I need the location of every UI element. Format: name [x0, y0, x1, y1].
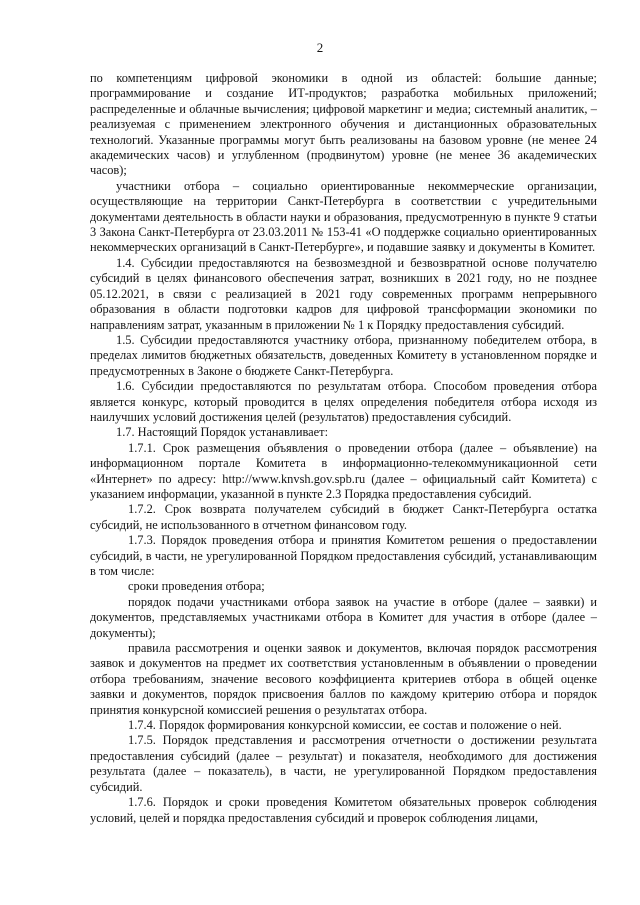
- paragraph-1-7-4: 1.7.4. Порядок формирования конкурсной комиссии, ее состав и положение о ней.: [128, 718, 562, 733]
- paragraph-application-procedure: порядок подачи участниками отбора заявок на участие в отборе (далее – заявки) и документов, представляемых участниками отбора в Комитет для участия в отборе (далее – документы);: [90, 594, 597, 640]
- paragraph-1-7-5: 1.7.5. Порядок представления и рассмотрения отчетности о достижении результата предоставления субсидий (далее – результат) и показателя, необходимого для достижения результата (далее – показатель), в части, не урегулированной Порядком предоставления субсидий.: [90, 733, 597, 794]
- paragraph-1-7: 1.7. Настоящий Порядок устанавливает:: [116, 425, 329, 440]
- paragraph-participants: участники отбора – социально ориентированные некоммерческие организации, осуществляющие на территории Санкт-Петербурга в соответствии с учредительными документами деятельность в области науки и образования, предусмотренную в пункте 9 статьи 3 Закона Санкт-Петербурга от 23.03.2011 № 153-41 «О поддержке социально ориентированных некоммерческих организаций в Санкт-Петербурге», и подавшие заявку и документы в Комитет.: [90, 178, 597, 255]
- paragraph-1-6: 1.6. Субсидии предоставляются по результатам отбора. Способом проведения отбора является конкурс, который проводится в целях определения победителя отбора исходя из наилучших условий достижения целей (результатов) предоставления субсидий.: [90, 379, 597, 424]
- paragraph-selection-deadlines: сроки проведения отбора;: [128, 579, 265, 594]
- document-body: [90, 71, 597, 826]
- paragraph-1-4: 1.4. Субсидии предоставляются на безвозмездной и безвозвратной основе получателю субсидий в целях финансового обеспечения затрат, возникших в 2021 году, но не позднее 05.12.2021, в связи с реализацией в 2021 году современных программ непрерывного образования в области подготовки кадров для цифровой трансформации экономики по направлениям затрат, указанным в приложении № 1 к Порядку предоставления субсидий.: [90, 255, 597, 332]
- paragraph-competencies: по компетенциям цифровой экономики в одной из областей: большие данные; программирование и создание ИТ-продуктов; разработка мобильных приложений; распределенные и облачные вычисления; цифровой маркетинг и медиа; системный аналитик, – реализуемая с применением электронного обучения и дистанционных образовательных технологий. Указанные программы могут быть реализованы на базовом уровне (не менее 24 академических часов) и углубленном (продвинутом) уровне (не менее 36 академических часов);: [90, 71, 597, 178]
- paragraph-review-rules: правила рассмотрения и оценки заявок и документов, включая порядок рассмотрения заявок и документов на предмет их соответствия установленным в объявлении о проведении отбора требованиям, значение весового коэффициента критериев отбора в общей оценке заявки и документов, порядок присвоения баллов по каждому критерию отбора и порядок принятия конкурсной комиссией решения о результатах отбора.: [90, 641, 597, 717]
- page-number: 2: [316, 40, 324, 55]
- paragraph-1-7-3: 1.7.3. Порядок проведения отбора и принятия Комитетом решения о предоставлении субсидий, в части, не урегулированной Порядком предоставления субсидий, устанавливающим в том числе:: [90, 533, 597, 578]
- paragraph-1-7-6: 1.7.6. Порядок и сроки проведения Комитетом обязательных проверок соблюдения условий, целей и порядка предоставления субсидий и проверок соблюдения лицами,: [90, 795, 597, 825]
- paragraph-1-7-1: 1.7.1. Срок размещения объявления о проведении отбора (далее – объявление) на информационном портале Комитета в информационно-телекоммуникационной сети «Интернет» по адресу: http://www.knvsh.gov.spb.ru (далее – официальный сайт Комитета) с указанием информации, указанной в пункте 2.3 Порядка предоставления субсидий.: [90, 440, 597, 501]
- paragraph-1-5: 1.5. Субсидии предоставляются участнику отбора, признанному победителем отбора, в пределах лимитов бюджетных обязательств, доведенных Комитету в установленном порядке и предусмотренных в Законе о бюджете Санкт-Петербурга.: [90, 332, 597, 378]
- paragraph-1-7-2: 1.7.2. Срок возврата получателем субсидий в бюджет Санкт-Петербурга остатка субсидий, не использованного в отчетном финансовом году.: [90, 502, 597, 532]
